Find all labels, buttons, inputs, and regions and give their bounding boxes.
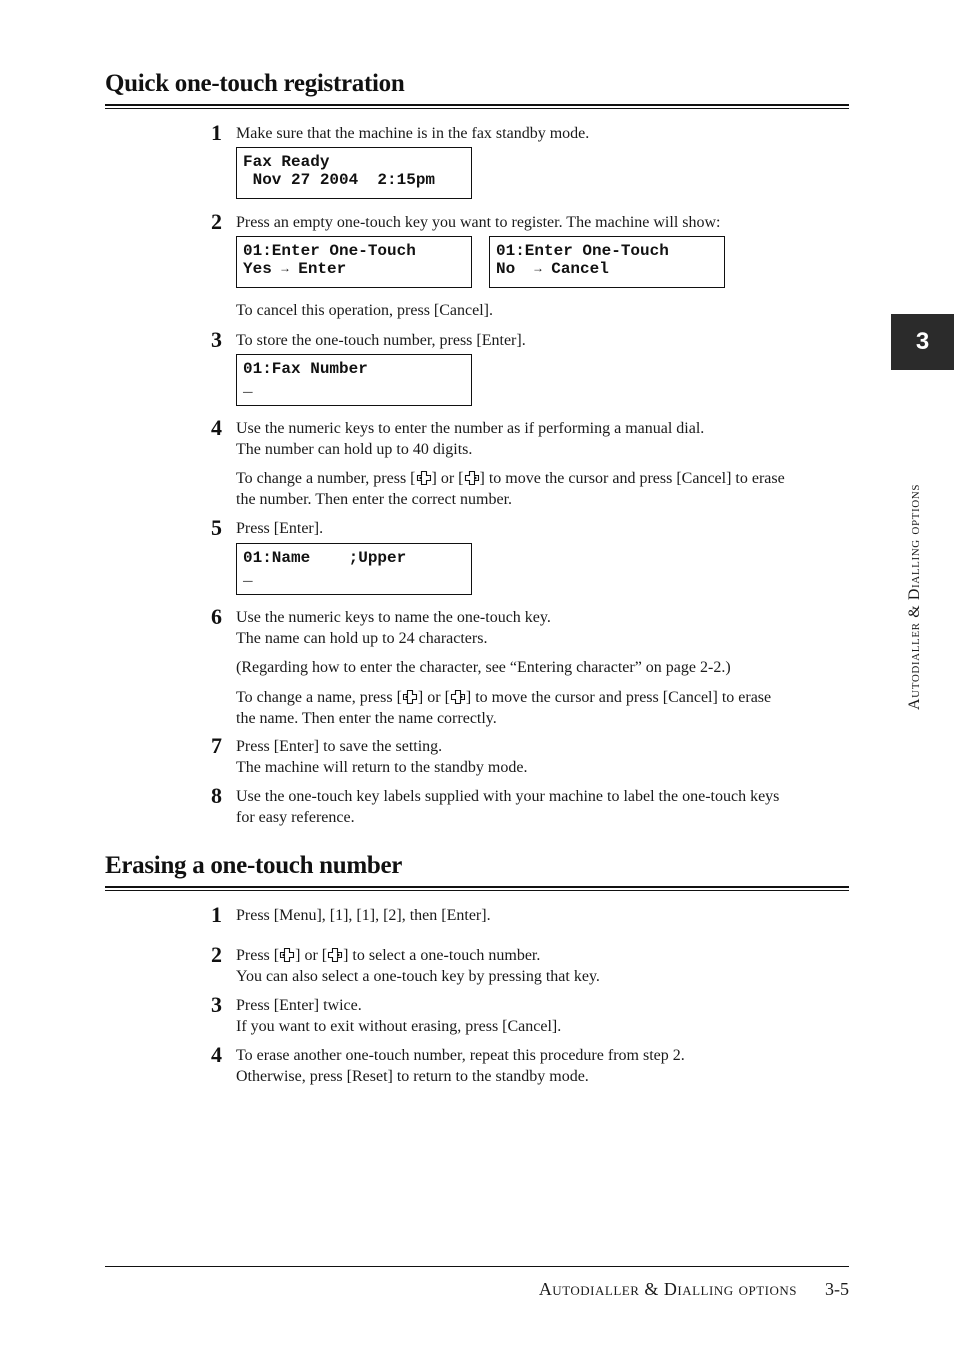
- note-line: the number. Then enter the correct number.: [236, 491, 513, 508]
- step6-regarding: [236, 657, 848, 678]
- arrow-key-right-icon: [464, 470, 480, 486]
- lcd-line: [243, 260, 471, 279]
- cancel-note: [236, 300, 848, 321]
- footer-rule: [105, 1266, 849, 1267]
- heading-rule: [105, 108, 849, 109]
- step-number: 6: [211, 604, 222, 629]
- step-line: The machine will return to the standby mode.: [236, 759, 528, 776]
- step-text-part: ] to select a one-touch number.: [343, 947, 541, 964]
- step-number: 7: [211, 733, 222, 758]
- step-text: [236, 786, 848, 828]
- step-number: 3: [211, 992, 222, 1017]
- heading-rule: [105, 104, 849, 106]
- step-number: 5: [211, 515, 222, 540]
- step-line: Press [Enter].: [236, 520, 324, 537]
- section-heading-registration: Quick one-touch registration: [105, 70, 405, 97]
- step-line: Use the numeric keys to name the one-touch key.: [236, 609, 551, 626]
- note-text: To change a name, press [: [236, 689, 402, 706]
- note-line: [236, 687, 848, 708]
- step-text: [236, 330, 848, 351]
- step-line: Use the numeric keys to enter the number as if performing a manual dial.: [236, 420, 705, 437]
- footer: [380, 1279, 849, 1300]
- arrow-key-left-icon: [279, 947, 295, 963]
- lcd-text: Cancel: [541, 260, 609, 278]
- step-text-part: ] or [: [295, 947, 328, 964]
- heading-rule: [105, 890, 849, 891]
- step-text: [236, 945, 848, 987]
- arrow-right-icon: →: [534, 262, 542, 276]
- note-line: To cancel this operation, press [Cancel].: [236, 302, 494, 319]
- step-text-part: Press [: [236, 947, 280, 964]
- step-line: If you want to exit without erasing, press [Cancel].: [236, 1018, 562, 1035]
- step-number: 1: [211, 902, 222, 927]
- step-line: [236, 945, 848, 966]
- lcd-text: No: [496, 260, 535, 278]
- note-line: the name. Then enter the name correctly.: [236, 710, 497, 727]
- step-line: Use the one-touch key labels supplied with your machine to label the one-touch keys: [236, 788, 780, 805]
- arrow-right-icon: →: [281, 262, 289, 276]
- step-number: 8: [211, 783, 222, 808]
- arrow-key-right-icon: [327, 947, 343, 963]
- step-text: [236, 518, 848, 539]
- arrow-key-left-icon: [402, 689, 418, 705]
- step-text: [236, 418, 848, 460]
- lcd-line: 01:Enter One-Touch: [243, 242, 416, 260]
- step-line: Press [Menu], [1], [1], [2], then [Enter].: [236, 907, 491, 924]
- step-number: 2: [211, 942, 222, 967]
- step-line: Make sure that the machine is in the fax standby mode.: [236, 125, 590, 142]
- step-number: 3: [211, 327, 222, 352]
- step-line: Otherwise, press [Reset] to return to the standby mode.: [236, 1068, 589, 1085]
- step-text: [236, 995, 848, 1037]
- step-number: 4: [211, 1042, 222, 1067]
- lcd-display-enter-no: [489, 236, 725, 288]
- lcd-line: [496, 260, 724, 279]
- lcd-display-enter-yes: [236, 236, 472, 288]
- chapter-number: 3: [915, 328, 930, 355]
- note-text: ] or [: [417, 689, 450, 706]
- step-line: for easy reference.: [236, 809, 355, 826]
- arrow-key-left-icon: [416, 470, 432, 486]
- lcd-line: Fax Ready: [243, 153, 330, 171]
- lcd-line: 01:Enter One-Touch: [496, 242, 669, 260]
- lcd-cursor: _: [243, 378, 253, 396]
- section-heading-erasing: Erasing a one-touch number: [105, 852, 403, 879]
- step-line: The number can hold up to 40 digits.: [236, 441, 473, 458]
- note-line: (Regarding how to enter the character, see “Entering character” on page 2-2.): [236, 659, 731, 676]
- lcd-text: Yes: [243, 260, 282, 278]
- note-text: To change a number, press [: [236, 470, 416, 487]
- page-number: 3-5: [825, 1279, 849, 1299]
- step-line: Press an empty one-touch key you want to register. The machine will show:: [236, 214, 721, 231]
- step-number: 4: [211, 415, 222, 440]
- footer-title: Autodialler & Dialling options: [538, 1279, 797, 1299]
- arrow-key-right-icon: [450, 689, 466, 705]
- step-line: To erase another one-touch number, repeat this procedure from step 2.: [236, 1047, 685, 1064]
- step4-note: [236, 468, 848, 510]
- step6-note: [236, 687, 848, 729]
- note-line: [236, 468, 848, 489]
- step-line: Press [Enter] to save the setting.: [236, 738, 443, 755]
- heading-rule: [105, 886, 849, 888]
- note-text: ] to move the cursor and press [Cancel] to erase: [479, 470, 785, 487]
- step-number: 2: [211, 209, 222, 234]
- step-text: [236, 212, 848, 233]
- chapter-tab: [891, 314, 954, 370]
- lcd-display-fax-ready: [236, 147, 472, 199]
- note-text: ] to move the cursor and press [Cancel] to erase: [465, 689, 772, 706]
- step-text: [236, 905, 848, 926]
- step-line: To store the one-touch number, press [Enter].: [236, 332, 526, 349]
- step-text: [236, 1045, 848, 1087]
- lcd-line: 01:Name ;Upper: [243, 549, 407, 567]
- step-line: The name can hold up to 24 characters.: [236, 630, 488, 647]
- side-chapter-label: Autodialler & Dialling options: [906, 483, 923, 710]
- step-number: 1: [211, 120, 222, 145]
- lcd-line: Nov 27 2004 2:15pm: [243, 171, 436, 189]
- lcd-display-name: [236, 543, 472, 595]
- lcd-display-fax-number: [236, 354, 472, 406]
- step-text: [236, 607, 848, 649]
- step-line: You can also select a one-touch key by pressing that key.: [236, 968, 600, 985]
- lcd-cursor: _: [243, 567, 253, 585]
- step-text: [236, 736, 848, 778]
- lcd-text: Enter: [288, 260, 347, 278]
- lcd-line: 01:Fax Number: [243, 360, 368, 378]
- step-line: Press [Enter] twice.: [236, 997, 362, 1014]
- step-text: [236, 123, 848, 144]
- note-text: ] or [: [431, 470, 464, 487]
